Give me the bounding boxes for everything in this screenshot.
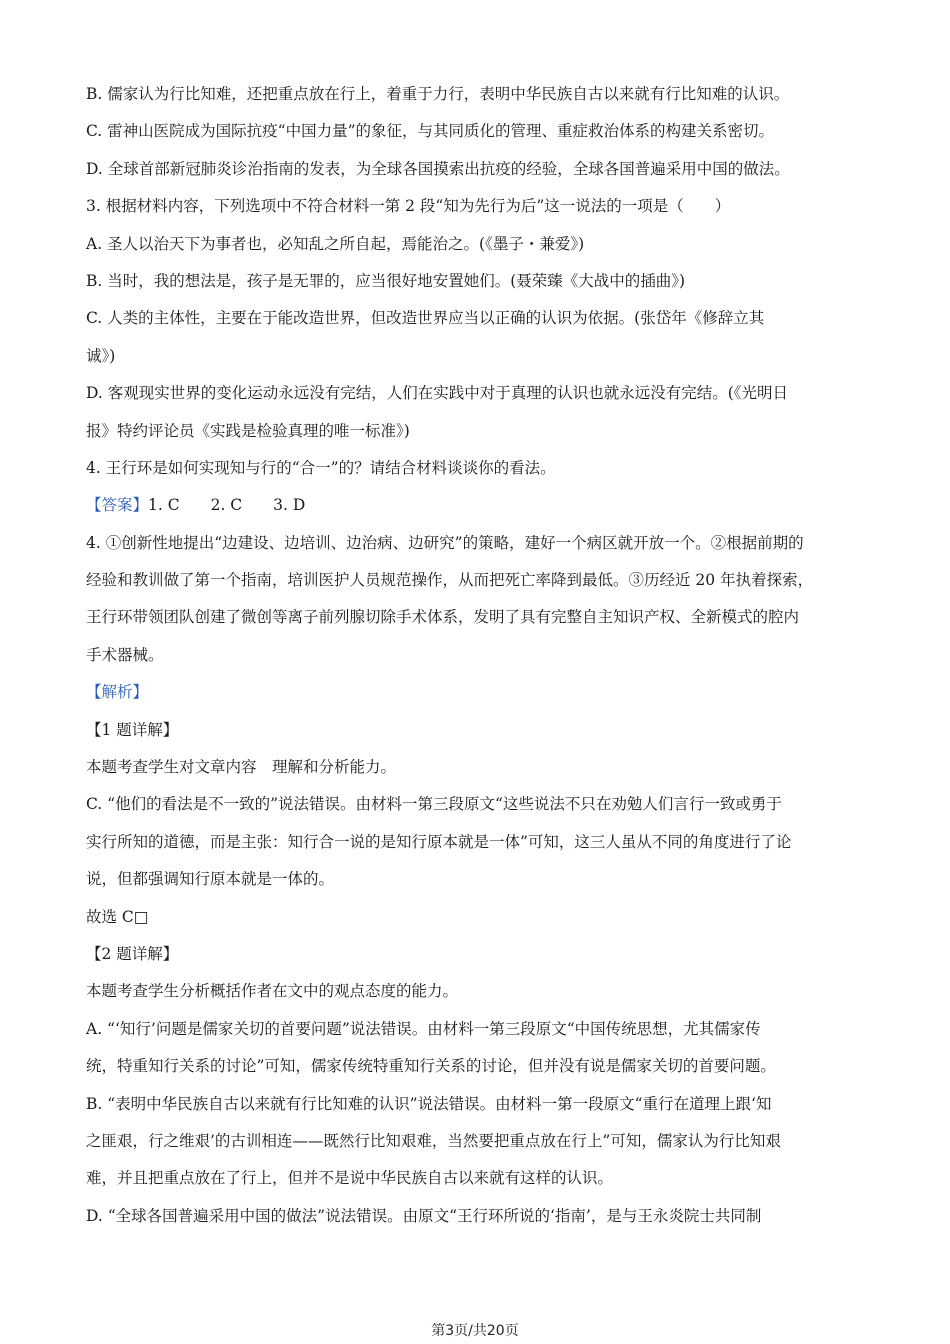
text-line: 实行所知的道德，而是主张：知行合一说的是知行原本就是一体”可知，这三人虽从不同的角度进行了论 <box>86 832 792 851</box>
answer-line <box>86 487 866 524</box>
text-line: B. 当时，我的想法是，孩子是无罪的，应当很好地安置她们。(聂荣臻《大战中的插曲》) <box>86 271 686 290</box>
text-line: 诚》) <box>86 346 116 365</box>
text-line: A. 圣人以治天下为事者也，必知乱之所自起，焉能治之。(《墨子・兼爱》) <box>86 234 585 253</box>
text-line: 【2 题详解】 <box>86 944 179 963</box>
analysis-tag: 【解析】 <box>86 683 149 702</box>
text-line: A. “‘知行’问题是儒家关切的首要问题”说法错误。由材料一第三段原文“中国传统思想，尤其儒家传 <box>86 1019 761 1038</box>
text-line: 本题考查学生分析概括作者在文中的观点态度的能力。 <box>86 982 459 1001</box>
text-line: 说，但都强调知行原本就是一体的。 <box>86 870 335 889</box>
page-number: 第3页/共20页 <box>431 1323 519 1339</box>
text-line: 报》特约评论员《实践是检验真理的唯一标准》) <box>86 421 410 440</box>
text-line: B. “表明中华民族自古以来就有行比知难的认识”说法错误。由材料一第一段原文“重行在道理上跟‘知 <box>86 1094 772 1113</box>
text-line: 统，特重知行关系的讨论”可知，儒家传统特重知行关系的讨论，但并没有说是儒家关切的首要问题。 <box>86 1057 776 1076</box>
text-line: C. “他们的看法是不一致的”说法错误。由材料一第三段原文“这些说法不只在劝勉人们言行一致或勇于 <box>86 795 782 814</box>
text-line: 故选 C□ <box>86 907 149 926</box>
text-line: D. “全球各国普遍采用中国的做法”说法错误。由原文“王行环所说的‘指南’，是与王永炎院士共同制 <box>86 1206 762 1225</box>
answer-text: 1. C 2. C 3. D <box>148 496 306 515</box>
text-line: D. 客观现实世界的变化运动永远没有完结，人们在实践中对于真理的认识也就永远没有完结。(《光明日 <box>86 384 789 403</box>
document-body <box>86 76 866 1235</box>
text-line: C. 人类的主体性，主要在于能改造世界，但改造世界应当以正确的认识为依据。(张岱年《修辞立其 <box>86 309 765 328</box>
text-line: 经验和教训做了第一个指南，培训医护人员规范操作，从而把死亡率降到最低。③历经近 20 年执着探索， <box>86 571 814 590</box>
text-line: B. 儒家认为行比知难，还把重点放在行上，着重于力行，表明中华民族自古以来就有行比知难的认识。 <box>86 85 790 103</box>
text-line: 难，并且把重点放在了行上，但并不是说中华民族自古以来就有这样的认识。 <box>86 1169 614 1188</box>
text-line: 【1 题详解】 <box>86 720 179 739</box>
text-line: C. 雷神山医院成为国际抗疫“中国力量”的象征，与其同质化的管理、重症救治体系的构建关系密切。 <box>86 122 775 141</box>
text-line: 手术器械。 <box>86 645 164 664</box>
text-line: 本题考查学生对文章内容 理解和分析能力。 <box>86 758 397 777</box>
text-line: 之匪艰，行之维艰’的古训相连——既然行比知艰难，当然要把重点放在行上”可知，儒家认为行比知艰 <box>86 1131 781 1150</box>
text-line: 4. 王行环是如何实现知与行的“合一”的？请结合材料谈谈你的看法。 <box>86 458 556 477</box>
text-line: 王行环带领团队创建了微创等离子前列腺切除手术体系，发明了具有完整自主知识产权、全新模式的腔内 <box>86 608 800 627</box>
text-line: 4. ①创新性地提出“边建设、边培训、边治病、边研究”的策略，建好一个病区就开放一个。②根据前期的 <box>86 533 804 552</box>
text-line: D. 全球首部新冠肺炎诊治指南的发表，为全球各国摸索出抗疫的经验，全球各国普遍采用中国的做法。 <box>86 159 790 178</box>
text-line: 3. 根据材料内容，下列选项中不符合材料一第 2 段“知为先行为后”这一说法的一项是（ ） <box>86 197 731 216</box>
answer-tag: 【答案】 <box>86 496 149 515</box>
